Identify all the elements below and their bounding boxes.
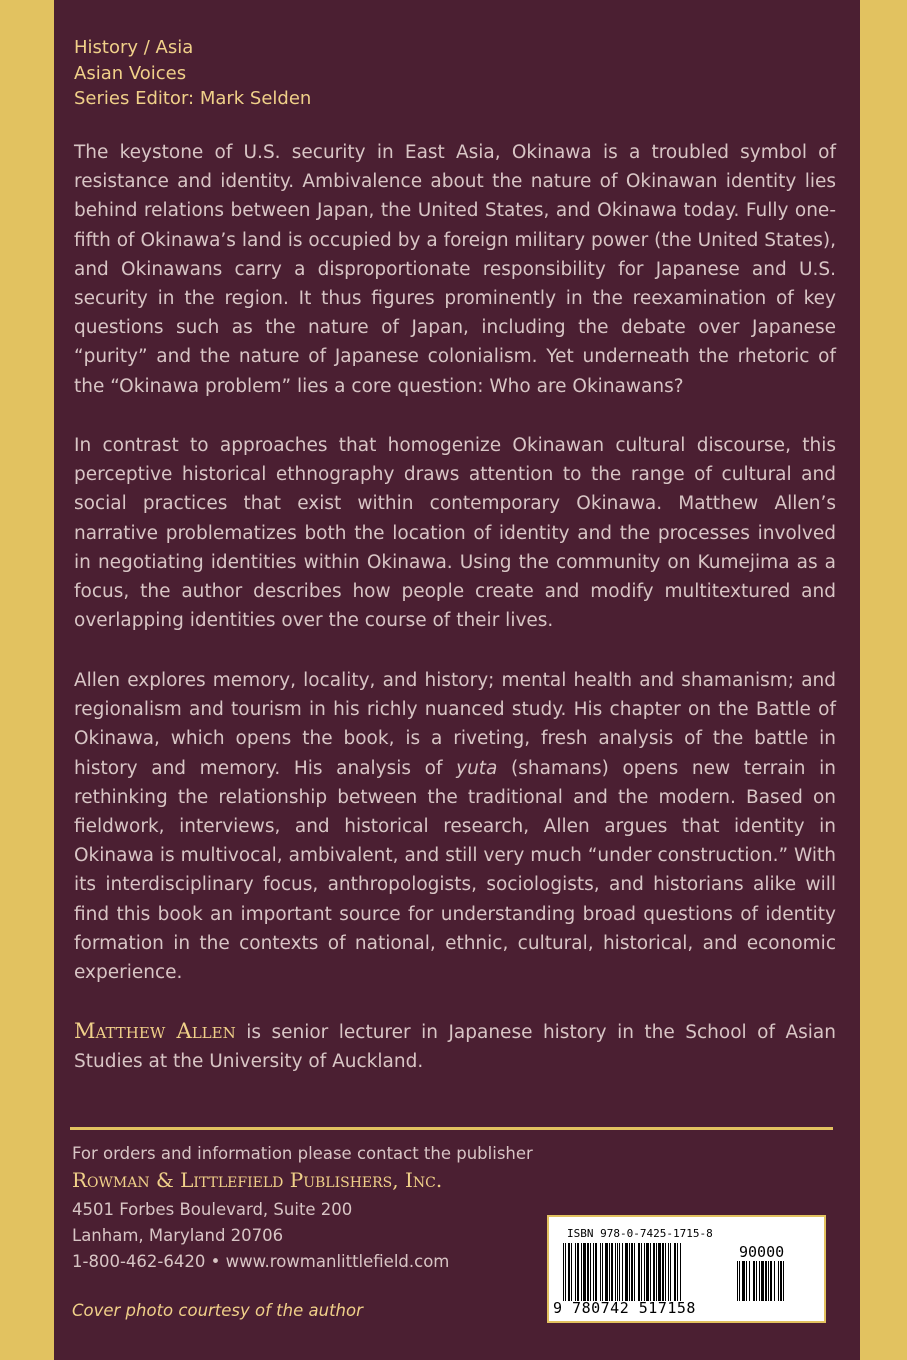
barcode-bar bbox=[674, 1243, 676, 1301]
barcode-bar bbox=[749, 1261, 750, 1301]
barcode-bar bbox=[768, 1261, 769, 1301]
barcode-bar bbox=[629, 1243, 630, 1301]
description-paragraph-3 bbox=[74, 666, 836, 987]
barcode-bar bbox=[611, 1243, 613, 1301]
barcode-bar bbox=[571, 1243, 572, 1301]
barcode-bar bbox=[590, 1243, 591, 1301]
barcode-bar bbox=[753, 1261, 755, 1301]
category-subject: History / Asia bbox=[74, 37, 194, 58]
description-paragraph-1: The keystone of U.S. security in East Asia, Okinawa is a troubled symbol of resistance and identity. Ambivalence about the nature of Okinawan identity lies behind relations between Japan, the United States, and Okinawa today. Fully one-fifth of Okinawa’s land is occupied by a foreign military power (the United States), and Okinawans carry a disproportionate responsibility for Japanese and U.S. security in the region. It thus figures prominently in the reexamination of key questions such as the nature of Japan, including the debate over Japanese “purity” and the nature of Japanese colonialism. Yet underneath the rhetoric of the “Okinawa problem” lies a core question: Who are Okinawans? bbox=[74, 142, 836, 397]
barcode-bar bbox=[653, 1243, 655, 1301]
price-barcode-bars bbox=[737, 1261, 809, 1301]
bullet-separator: • bbox=[210, 1252, 221, 1271]
barcode-bar bbox=[780, 1261, 782, 1301]
barcode-bar bbox=[774, 1261, 775, 1301]
ean-barcode-bars bbox=[563, 1243, 729, 1301]
barcode-bar bbox=[665, 1243, 666, 1301]
barcode-bar bbox=[619, 1243, 620, 1301]
barcode-bar bbox=[617, 1243, 618, 1301]
series-editor: Series Editor: Mark Selden bbox=[74, 88, 312, 109]
divider-rule bbox=[70, 1127, 833, 1130]
barcode-bar bbox=[670, 1243, 671, 1301]
series-name: Asian Voices bbox=[74, 62, 187, 84]
barcode-bar bbox=[631, 1243, 633, 1301]
barcode-bar bbox=[641, 1243, 642, 1301]
barcode-bar bbox=[737, 1261, 738, 1301]
author-bio bbox=[74, 1017, 836, 1076]
price-code: 90000 bbox=[739, 1243, 785, 1261]
isbn-label: ISBN 978-0-7425-1715-8 bbox=[567, 1227, 713, 1240]
barcode-bar bbox=[565, 1243, 566, 1301]
barcode-bar bbox=[622, 1243, 623, 1301]
barcode-bar bbox=[575, 1243, 576, 1301]
publisher-website: www.rowmanlittlefield.com bbox=[225, 1252, 450, 1271]
photo-credit: Cover photo courtesy of the author bbox=[72, 1301, 363, 1320]
barcode-bar bbox=[668, 1243, 669, 1301]
barcode-bar bbox=[583, 1243, 586, 1301]
barcode-bar bbox=[634, 1243, 635, 1301]
barcode-bar bbox=[563, 1243, 564, 1301]
barcode-bar bbox=[677, 1243, 678, 1301]
barcode-bar bbox=[680, 1243, 681, 1301]
category-block bbox=[74, 35, 311, 112]
publisher-phone: 1-800-462-6420 bbox=[72, 1252, 206, 1271]
barcode-bar bbox=[602, 1243, 603, 1301]
paragraph-3-text-a: Allen explores memory, locality, and history; mental health and shamanism; and regionalism and tourism in his richly nuanced study. His chapter on the Battle of Okinawa, which opens the book, is a riveting, fresh analysis of the battle in history and memory. His analysis of bbox=[74, 670, 836, 779]
barcode-bar bbox=[650, 1243, 651, 1301]
publisher-address-line-2: Lanham, Maryland 20706 bbox=[72, 1226, 284, 1245]
barcode-bar bbox=[739, 1261, 740, 1301]
barcode-bar bbox=[644, 1243, 645, 1301]
barcode-bar bbox=[646, 1243, 649, 1301]
barcode-bar bbox=[595, 1243, 597, 1301]
publisher-name: Rowman & Littlefield Publishers, Inc. bbox=[72, 1168, 443, 1192]
author-bio-text: is senior lecturer in Japanese history in the School of Asian Studies at the University of Auckland. bbox=[74, 1022, 836, 1073]
barcode-bar bbox=[756, 1261, 757, 1301]
barcode-bar bbox=[770, 1261, 772, 1301]
barcode-bar bbox=[568, 1243, 570, 1301]
barcode-bar bbox=[609, 1243, 610, 1301]
barcode-bar bbox=[605, 1243, 608, 1301]
barcode-digits: 9 780742 517158 bbox=[553, 1299, 696, 1317]
barcode-bar bbox=[658, 1243, 661, 1301]
description-paragraph-2: In contrast to approaches that homogenize Okinawan cultural discourse, this perceptive historical ethnography draws attention to the range of cultural and social practices that exist within contemporary Okinawa. Matthew Allen’s narrative problematizes both the location of identity and the processes involved in negotiating identities within Okinawa. Using the community on Kumejima as a focus, the author describes how people create and modify multitextured and overlapping identities over the course of their lives. bbox=[74, 435, 836, 632]
barcode-bar bbox=[759, 1261, 760, 1301]
barcode-bar bbox=[662, 1243, 664, 1301]
barcode-bar bbox=[742, 1261, 745, 1301]
author-name: Matthew Allen bbox=[74, 1019, 236, 1043]
barcode-bar bbox=[783, 1261, 784, 1301]
barcode-bar bbox=[581, 1243, 582, 1301]
barcode-bar bbox=[577, 1243, 579, 1301]
publisher-phone-web bbox=[72, 1252, 449, 1271]
barcode-bar bbox=[615, 1243, 616, 1301]
barcode-bar bbox=[778, 1261, 779, 1301]
barcode-bar bbox=[765, 1261, 767, 1301]
barcode-bar bbox=[761, 1261, 764, 1301]
barcode-bar bbox=[587, 1243, 589, 1301]
barcode-bar bbox=[638, 1243, 640, 1301]
yuta-term: yuta bbox=[456, 757, 498, 779]
barcode-bar bbox=[656, 1243, 657, 1301]
barcode-bar bbox=[593, 1243, 594, 1301]
isbn-barcode bbox=[549, 1217, 824, 1321]
publisher-address-line-1: 4501 Forbes Boulevard, Suite 200 bbox=[72, 1200, 353, 1219]
barcode-bar bbox=[625, 1243, 628, 1301]
publisher-contact-line: For orders and information please contact the publisher bbox=[72, 1144, 533, 1163]
barcode-bar bbox=[600, 1243, 601, 1301]
paragraph-3-text-b: (shamans) opens new terrain in rethinking the relationship between the traditional and the modern. Based on fieldwork, interviews, and historical research, Allen argues that identity in Okinawa is multivocal, ambivalent, and still very much “under construction.” With its interdisciplinary focus, anthropologists, sociologists, and historians alike will find this book an important source for understanding broad questions of identity formation in the contexts of national, ethnic, cultural, historical, and economic experience. bbox=[74, 757, 836, 984]
barcode-bar bbox=[746, 1261, 747, 1301]
